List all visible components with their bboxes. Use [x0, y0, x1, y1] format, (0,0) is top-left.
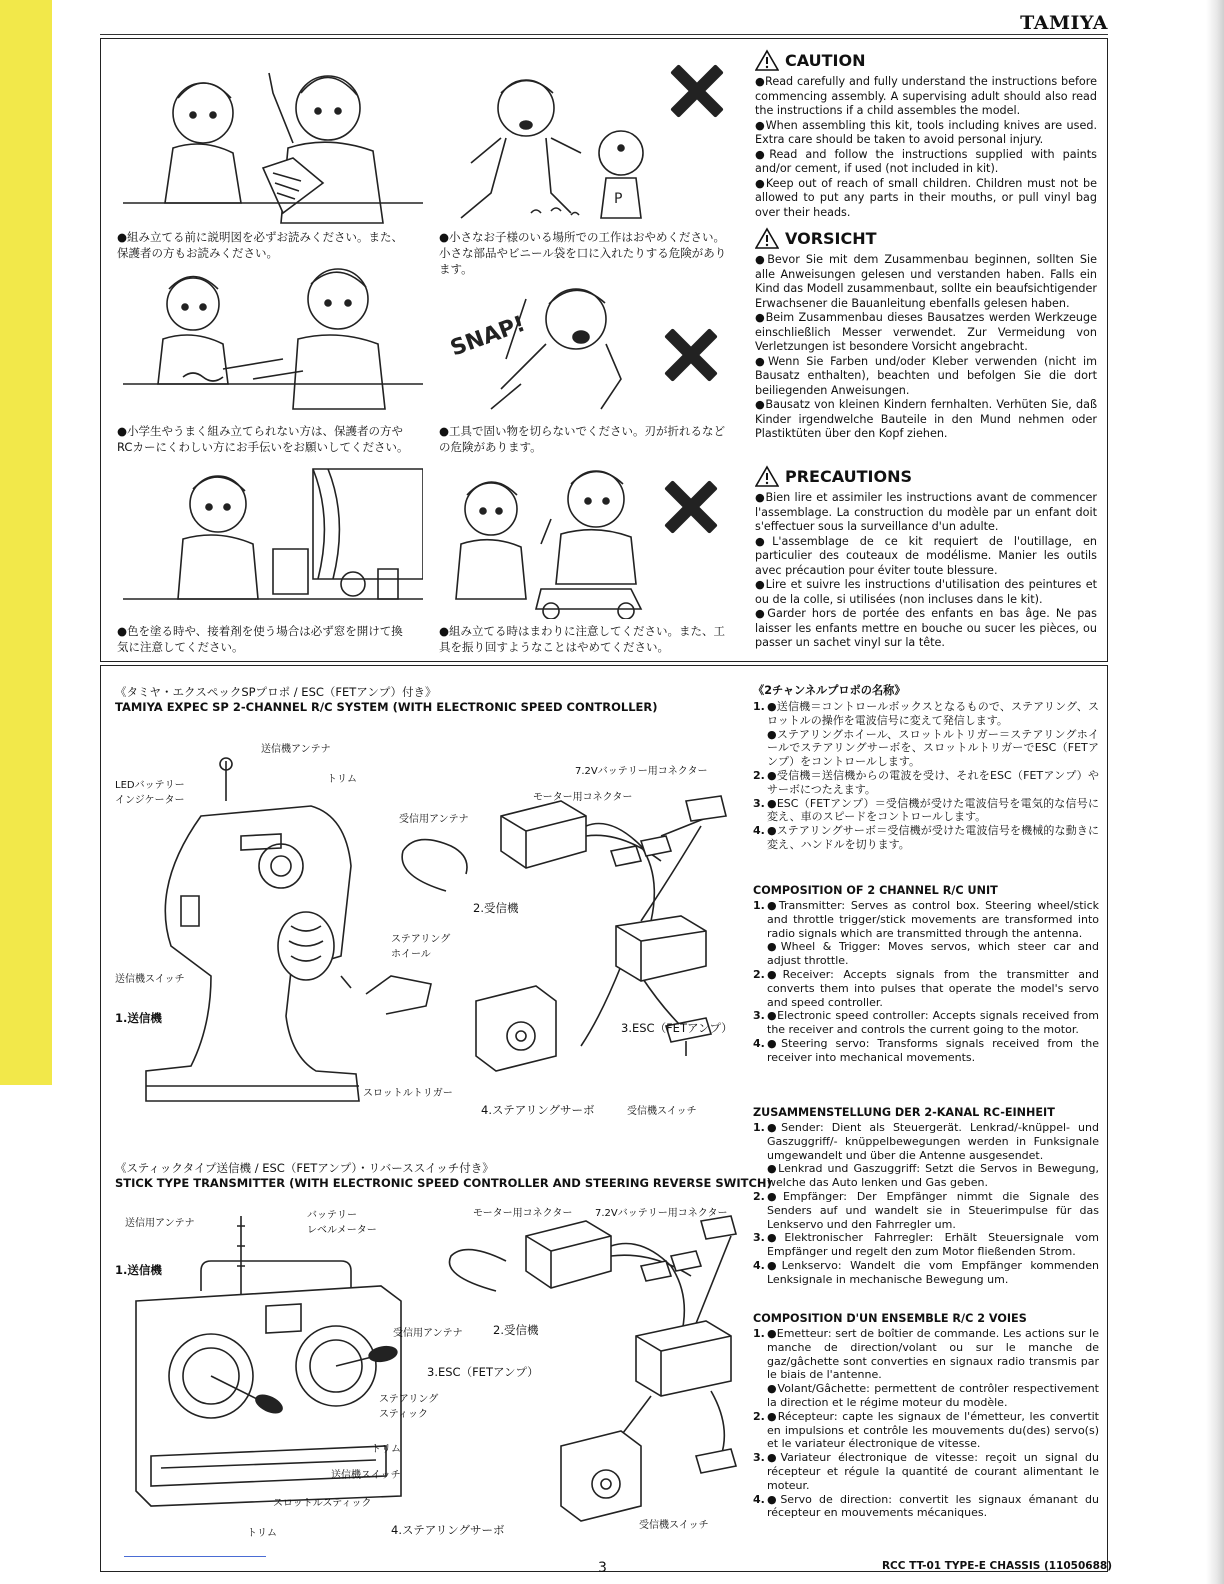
label-battery-connector: 7.2Vバッテリー用コネクター — [575, 766, 708, 777]
composition-fr — [753, 1312, 1099, 1520]
label-throttle-stick: スロットルスティック — [273, 1498, 372, 1509]
composition-de-title: ZUSAMMENSTELLUNG DER 2-KANAL RC-EINHEIT — [753, 1106, 1055, 1119]
footer-link-underline — [124, 1556, 266, 1557]
list-item: 1. ●Emetteur: sert de boîtier de commande. Les actions sur le manche de direction/volant ou sur le manche de gaz/gâchette sont converties en signaux radio transmis par le biais de l'antenne. — [753, 1327, 1099, 1382]
list-item: 1. ●Transmitter: Serves as control box. Steering wheel/stick and throttle trigger/stick movements are transformed into radio signals which are transmitted through the antenna. — [753, 899, 1099, 940]
list-item: 2. ●Empfänger: Der Empfänger nimmt die Signale des Senders auf und wandelt sie in Steuerimpulse für das Lenkservo und den Fahrregler um. — [753, 1189, 1099, 1231]
caution-item: ●When assembling this kit, tools including knives are used. Extra care should be taken to avoid personal injury. — [755, 118, 1097, 146]
precautions-block — [755, 465, 1097, 651]
precautions-heading: PRECAUTIONS — [755, 465, 1097, 487]
list-item-sub: ●Lenkrad und Gaszuggriff: Setzt die Servos in Bewegung, welche das Auto lenken und Gas geben. — [767, 1162, 1099, 1190]
page-spine-shadow — [1206, 0, 1224, 1584]
stick-transmitter-system-diagram — [131, 1206, 741, 1556]
label-battery-connector-2: 7.2Vバッテリー用コネクター — [595, 1208, 728, 1219]
warning-triangle-icon — [755, 49, 779, 71]
precautions-item: ●L'assemblage de ce kit requiert de l'outillage, en particulier des couteaux de modélisme. Manier les outils avec précaution pour éviter toute blessure. — [755, 534, 1097, 577]
small-child-illustration — [431, 53, 671, 231]
tool-waving-illustration — [431, 459, 671, 619]
illustration-caption-1: ●組み立てる前に説明図を必ずお読みください。また、保護者の方もお読みください。 — [117, 230, 404, 260]
label-steering-servo: 4.ステアリングサーボ — [481, 1103, 595, 1117]
system1-title-jp: 《タミヤ・エクスペックSPプロポ / ESC（FETアンプ）付き》 — [115, 685, 437, 699]
svg-text:P: P — [614, 191, 623, 207]
label-rx-antenna: 受信用アンテナ — [399, 814, 469, 825]
brand-logo: TAMIYA — [1020, 12, 1108, 34]
label-receiver: 2.受信機 — [473, 901, 519, 915]
illustration-caption-2: ●小さなお子様のいる場所での工作はおやめください。小さな部品やビニール袋を口に入れたりする危険があります。 — [439, 230, 727, 276]
snapping-tool-illustration — [431, 259, 671, 419]
label-rx-switch-2: 受信機スイッチ — [639, 1520, 709, 1531]
label-esc-2: 3.ESC（FETアンプ） — [427, 1365, 539, 1379]
composition-en-title: COMPOSITION OF 2 CHANNEL R/C UNIT — [753, 884, 998, 897]
precautions-item: ●Lire et suivre les instructions d'utilisation des peintures et ou de la colle, si utilisées (non incluses dans le kit). — [755, 578, 1097, 606]
composition-de — [753, 1106, 1099, 1287]
list-item: 3. ●Electronic speed controller: Accepts signals received from the receiver and controls the current going to the motor. — [753, 1009, 1099, 1037]
label-trim: トリム — [327, 774, 357, 785]
adult-help-illustration — [123, 259, 423, 419]
illustration-caption-4: ●工具で固い物を切らないでください。刃が折れるなどの危険があります。 — [439, 424, 726, 454]
list-item: 4. ●Lenkservo: Wandelt die vom Empfänger kommenden Lenksignale in mechanische Bewegung um. — [753, 1258, 1099, 1286]
vorsicht-item: ●Wenn Sie Farben und/oder Kleber verwenden (nicht im Bausatz enthalten), beachten und befolgen Sie die dort beiliegenden Anweisungen. — [755, 354, 1097, 397]
list-item: 1. ●送信機＝コントロールボックスとなるもので、ステアリング、スロットルの操作を電波信号に変えて発信します。 — [753, 700, 1099, 727]
label-steering-servo-2: 4.ステアリングサーボ — [391, 1523, 505, 1537]
safety-panel — [100, 38, 1108, 662]
vorsicht-heading: VORSICHT — [755, 227, 1097, 249]
list-item: 3. ●Elektronischer Fahrregler: Erhält Steuersignale vom Empfänger und regelt den zum Motor fließenden Strom. — [753, 1231, 1099, 1259]
footer-document-title: RCC TT-01 TYPE-E CHASSIS (11050688) — [881, 1560, 1112, 1572]
label-trim-3: トリム — [247, 1528, 277, 1539]
vorsicht-item: ●Bausatz von kleinen Kindern fernhalten. Verhüten Sie, daß Kinder irgendwelche Bauteile in den Mund nehmen oder Plastiktüten über den Kopf ziehen. — [755, 398, 1097, 440]
system2-title-en: STICK TYPE TRANSMITTER (WITH ELECTRONIC SPEED CONTROLLER AND STEERING REVERSE SWITCH) — [115, 1176, 772, 1190]
illustration-caption-5: ●色を塗る時や、接着剤を使う場合は必ず窓を開けて換気に注意してください。 — [117, 624, 403, 654]
illustration-caption-6: ●組み立てる時はまわりに注意してください。また、工具を振り回すようなことはやめてください。 — [439, 624, 726, 654]
caution-block — [755, 49, 1097, 220]
page-number: 3 — [598, 1560, 607, 1576]
precautions-item: ●Bien lire et assimiler les instructions avant de commencer l'assemblage. La construction du modèle par un enfant doit s'effectuer sous la surveillance d'un adulte. — [755, 491, 1097, 533]
warning-triangle-icon — [755, 465, 779, 487]
caution-heading: CAUTION — [755, 49, 1097, 71]
system2-title-jp: 《スティックタイプ送信機 / ESC（FETアンプ）・リバーススイッチ付き》 — [115, 1161, 494, 1175]
snap-text: SNAP! — [447, 311, 529, 362]
painting-ventilation-illustration — [123, 459, 423, 619]
label-motor-connector-2: モーター用コネクター — [473, 1208, 573, 1219]
vorsicht-block — [755, 227, 1097, 442]
header-rule — [100, 34, 1108, 35]
label-transmitter-2: 1.送信機 — [115, 1263, 162, 1277]
label-rx-switch: 受信機スイッチ — [627, 1106, 697, 1117]
composition-en — [753, 884, 1099, 1065]
prohibited-cross-icon — [663, 479, 719, 535]
list-item: 4. ●Servo de direction: convertit les signaux émanant du récepteur en mouvements mécaniques. — [753, 1492, 1099, 1520]
prohibited-cross-icon — [669, 63, 725, 119]
illustration-caption-3: ●小学生やうまく組み立てられない方は、保護者の方やRCカーにくわしい方にお手伝いをお願いしてください。 — [117, 424, 409, 454]
label-battery-meter: バッテリー レベルメーター — [307, 1210, 377, 1236]
list-item: 3. ●Variateur électronique de vitesse: reçoit un signal du récepteur et régule la quantité de courant alimentant le moteur. — [753, 1451, 1099, 1492]
caution-item: ●Read carefully and fully understand the instructions before commencing assembly. A supervising adult should also read the instructions if a child assembles the model. — [755, 75, 1097, 117]
list-item: 1. ●Sender: Dient als Steuergerät. Lenkrad/-knüppel- und Gaszuggriff/- knüppelbewegungen werden in Funksignale umgewandelt und über die Antenne ausgesendet. — [753, 1121, 1099, 1162]
prohibited-cross-icon — [663, 327, 719, 383]
list-item: 2. ●Récepteur: capte les signaux de l'émetteur, les convertit en impulsions et contrôle les mouvements du(des) servo(s) et le variateur électronique de vitesse. — [753, 1409, 1099, 1451]
list-item-sub: ●ステアリングホイール、スロットルトリガー＝ステアリングホイールでステアリングサーボを、スロットルトリガーでESC（FETアンプ）をコントロールします。 — [767, 727, 1099, 769]
label-tx-antenna-2: 送信用アンテナ — [125, 1218, 195, 1229]
rc-system-panel — [100, 665, 1108, 1572]
label-motor-connector: モーター用コネクター — [533, 792, 633, 803]
label-receiver-2: 2.受信機 — [493, 1323, 539, 1337]
label-led-indicator: LEDバッテリー インジケーター — [115, 780, 185, 806]
label-transmitter: 1.送信機 — [115, 1011, 162, 1025]
list-item: 2. ●受信機＝送信機からの電波を受け、それをESC（FETアンプ）やサーボにつたえます。 — [753, 768, 1099, 796]
label-throttle-trigger: スロットルトリガー — [363, 1088, 453, 1099]
list-item: 2. ●Receiver: Accepts signals from the transmitter and converts them into pulses that operate the model's servo and speed controller. — [753, 967, 1099, 1009]
vorsicht-item: ●Bevor Sie mit dem Zusammenbau beginnen, sollten Sie alle Anweisungen gelesen und verstanden haben. Falls ein Kind das Modell zusammenbaut, sollte ein beaufsichtigender Erwachsener die Bauanleitung ebenfalls gelesen haben. — [755, 253, 1097, 310]
label-steering-stick: ステアリング スティック — [379, 1394, 439, 1420]
list-item: 4. ●ステアリングサーボ＝受信機が受けた電波信号を機械的な動きに変え、ハンドルを切ります。 — [753, 824, 1099, 851]
label-trim-2: トリム — [371, 1444, 401, 1455]
list-item: 4. ●Steering servo: Transforms signals received from the receiver into mechanical movements. — [753, 1036, 1099, 1064]
yellow-margin-strip — [0, 0, 52, 1085]
reading-manual-illustration — [123, 53, 423, 231]
precautions-item: ●Garder hors de portée des enfants en bas âge. Ne pas laisser les enfants mettre en bouche ou sucer les pièces, ou passer un sachet vinyl sur la tête. — [755, 607, 1097, 649]
system1-title-en: TAMIYA EXPEC SP 2-CHANNEL R/C SYSTEM (WITH ELECTRONIC SPEED CONTROLLER) — [115, 700, 658, 714]
vorsicht-item: ●Beim Zusammenbau dieses Bausatzes werden Werkzeuge einschließlich Messer verwendet. Zur Vermeidung von Verletzungen ist besondere Vorsicht angebracht. — [755, 311, 1097, 353]
label-tx-antenna: 送信機アンテナ — [261, 744, 331, 755]
label-tx-switch-2: 送信機スイッチ — [331, 1470, 401, 1481]
list-item-sub: ●Volant/Gâchette: permettent de contrôler respectivement la direction et le régime moteur du modèle. — [767, 1382, 1099, 1409]
caution-item: ●Keep out of reach of small children. Children must not be allowed to put any parts in their mouths, or pull vinyl bag over their heads. — [755, 176, 1097, 219]
warning-triangle-icon — [755, 227, 779, 249]
composition-jp-title: 《2チャンネルプロポの名称》 — [753, 684, 906, 697]
label-tx-switch: 送信機スイッチ — [115, 974, 185, 985]
caution-item: ●Read and follow the instructions supplied with paints and/or cement, if used (not included in kit). — [755, 147, 1097, 175]
composition-fr-title: COMPOSITION D'UN ENSEMBLE R/C 2 VOIES — [753, 1312, 1027, 1325]
list-item: 3. ●ESC（FETアンプ）＝受信機が受けた電波信号を電気的な信号に変え、車のスピードをコントロールします。 — [753, 796, 1099, 824]
list-item-sub: ●Wheel & Trigger: Moves servos, which steer car and adjust throttle. — [767, 940, 1099, 968]
label-rx-antenna-2: 受信用アンテナ — [393, 1328, 463, 1339]
label-steering-wheel: ステアリング ホイール — [391, 934, 451, 960]
label-esc: 3.ESC（FETアンプ） — [621, 1021, 733, 1035]
composition-jp — [753, 682, 1099, 852]
